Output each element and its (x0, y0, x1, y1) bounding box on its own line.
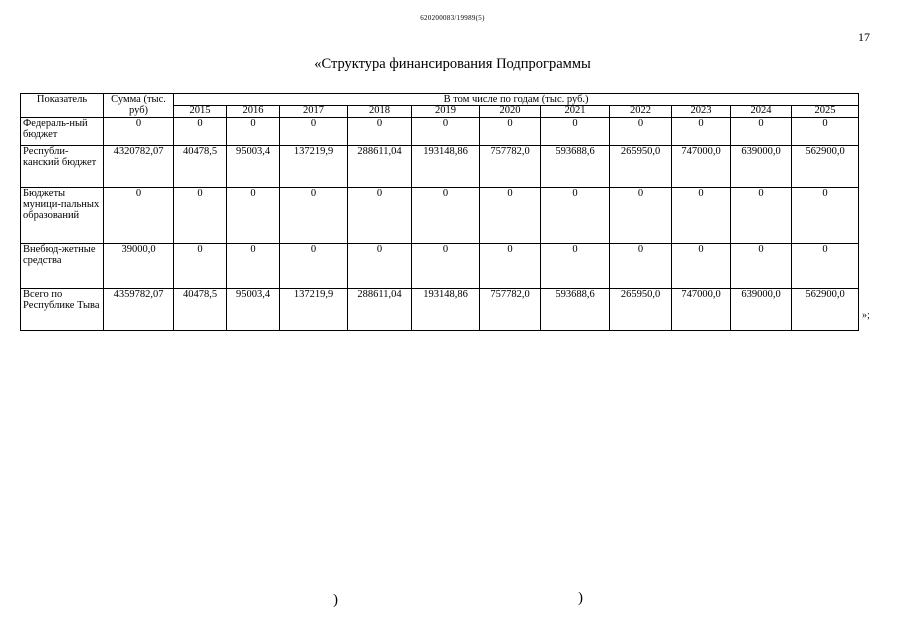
cell-value: 95003,4 (227, 289, 280, 331)
handwritten-mark: ) (578, 590, 583, 606)
row-label: Республи-канский бюджет (21, 146, 104, 188)
header-year: 2017 (280, 106, 348, 118)
cell-value: 0 (227, 118, 280, 146)
cell-sum: 0 (104, 118, 174, 146)
cell-value: 0 (610, 244, 672, 289)
cell-value: 0 (348, 244, 412, 289)
cell-value: 0 (731, 244, 792, 289)
header-years-group: В том числе по годам (тыс. руб.) (174, 94, 859, 106)
cell-value: 137219,9 (280, 289, 348, 331)
cell-value: 40478,5 (174, 289, 227, 331)
cell-value: 0 (541, 188, 610, 244)
cell-value: 0 (672, 188, 731, 244)
cell-value: 562900,0 (792, 146, 859, 188)
cell-value: 593688,6 (541, 146, 610, 188)
cell-value: 265950,0 (610, 146, 672, 188)
cell-value: 0 (541, 118, 610, 146)
cell-value: 288611,04 (348, 146, 412, 188)
row-label: Всего по Республике Тыва (21, 289, 104, 331)
header-year: 2024 (731, 106, 792, 118)
cell-value: 757782,0 (480, 146, 541, 188)
cell-value: 593688,6 (541, 289, 610, 331)
cell-value: 0 (610, 118, 672, 146)
cell-value: 0 (792, 244, 859, 289)
header-year: 2020 (480, 106, 541, 118)
cell-value: 0 (480, 244, 541, 289)
cell-value: 0 (174, 188, 227, 244)
cell-value: 0 (731, 188, 792, 244)
cell-sum: 0 (104, 188, 174, 244)
table-row (21, 289, 859, 331)
cell-value: 40478,5 (174, 146, 227, 188)
cell-value: 0 (610, 188, 672, 244)
cell-value: 639000,0 (731, 289, 792, 331)
cell-sum: 4320782,07 (104, 146, 174, 188)
cell-value: 193148,86 (412, 146, 480, 188)
cell-value: 95003,4 (227, 146, 280, 188)
cell-value: 0 (227, 244, 280, 289)
cell-value: 0 (280, 188, 348, 244)
cell-value: 193148,86 (412, 289, 480, 331)
cell-value: 0 (348, 118, 412, 146)
header-year: 2018 (348, 106, 412, 118)
cell-value: 137219,9 (280, 146, 348, 188)
table-row (21, 146, 859, 188)
table-body (21, 118, 859, 331)
cell-value: 0 (792, 188, 859, 244)
cell-value: 562900,0 (792, 289, 859, 331)
header-sum: Сумма (тыс. руб) (104, 94, 174, 118)
document-code: 620200083/19989(5) (420, 14, 485, 22)
cell-value: 265950,0 (610, 289, 672, 331)
handwritten-mark: ) (333, 592, 338, 608)
cell-value: 0 (480, 118, 541, 146)
row-label: Внебюд-жетные средства (21, 244, 104, 289)
header-indicator: Показатель (21, 94, 104, 118)
cell-value: 0 (174, 118, 227, 146)
financing-table (20, 93, 859, 331)
header-year: 2016 (227, 106, 280, 118)
cell-value: 0 (174, 244, 227, 289)
table-row (21, 244, 859, 289)
header-year: 2025 (792, 106, 859, 118)
cell-sum: 39000,0 (104, 244, 174, 289)
cell-value: 0 (792, 118, 859, 146)
cell-sum: 4359782,07 (104, 289, 174, 331)
cell-value: 639000,0 (731, 146, 792, 188)
cell-value: 0 (672, 118, 731, 146)
cell-value: 0 (412, 244, 480, 289)
cell-value: 0 (731, 118, 792, 146)
header-year: 2015 (174, 106, 227, 118)
cell-value: 0 (672, 244, 731, 289)
cell-value: 747000,0 (672, 289, 731, 331)
header-year: 2021 (541, 106, 610, 118)
header-year: 2022 (610, 106, 672, 118)
cell-value: 0 (280, 118, 348, 146)
cell-value: 0 (480, 188, 541, 244)
page-number: 17 (858, 30, 870, 44)
cell-value: 0 (412, 118, 480, 146)
table-row (21, 118, 859, 146)
cell-value: 0 (412, 188, 480, 244)
page-title: «Структура финансирования Подпрограммы (314, 56, 591, 72)
cell-value: 0 (541, 244, 610, 289)
cell-value: 288611,04 (348, 289, 412, 331)
cell-value: 757782,0 (480, 289, 541, 331)
cell-value: 0 (348, 188, 412, 244)
row-label: Бюджеты муници-пальных образований (21, 188, 104, 244)
header-year: 2019 (412, 106, 480, 118)
cell-value: 0 (280, 244, 348, 289)
table-row (21, 188, 859, 244)
row-label: Федераль-ный бюджет (21, 118, 104, 146)
cell-value: 0 (227, 188, 280, 244)
cell-value: 747000,0 (672, 146, 731, 188)
closing-quote: »; (862, 310, 870, 321)
header-year: 2023 (672, 106, 731, 118)
